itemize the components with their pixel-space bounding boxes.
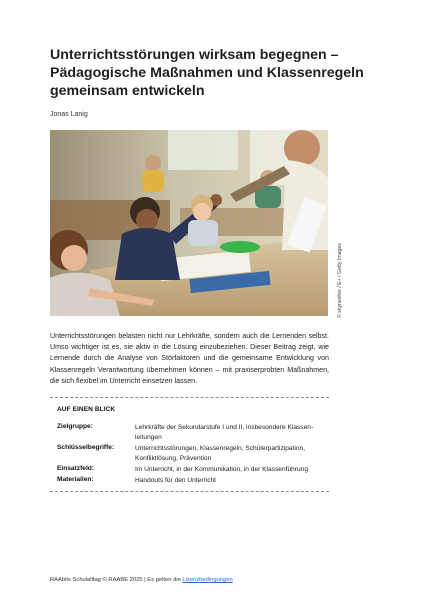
- intro-paragraph: Unterrichtsstörungen belasten nicht nur Lehrkräfte, sondern auch die Lernenden selbst. Umso wichtiger ist es, sie aktiv in die Lösung einzubeziehen. Dieser Beitrag zeigt, wie Lernende durch die Analyse von Störfaktoren und die gemeinsame Entwicklung von Klassenregeln Verantwortung übernehmen können – mit praxiserprobten Maßnahmen, die sich flexibel im Unterricht einsetzen lassen.: [50, 332, 329, 385]
- info-label: Einsatzfeld:: [57, 465, 95, 472]
- info-label: Zielgruppe:: [57, 423, 93, 430]
- author-name: Jonas Lanig: [50, 111, 88, 118]
- info-label: Materialien:: [57, 476, 94, 483]
- info-value: Unterrichtsstörungen, Klassenregeln, Schülerpartizipation, Konfliktlösung, Prävention: [135, 445, 306, 462]
- photo-credit: © skynesher / E+ / Getty Images: [337, 243, 343, 318]
- classroom-photo: [50, 130, 328, 316]
- info-value: Handouts für den Unterricht: [135, 477, 216, 484]
- box-top-rule: [50, 397, 329, 398]
- article-title: Unterrichtsstörungen wirksam begegnen – Pädagogische Maßnahmen und Klassenregeln gemeinsam entwickeln: [50, 47, 364, 99]
- page-footer: [50, 577, 233, 583]
- overview-heading: AUF EINEN BLICK: [57, 406, 116, 413]
- license-link[interactable]: Lizenzbedingungen: [182, 577, 233, 583]
- footer-text: RAAbits Schulalltag © RAABE 2025 | Es gelten die: [50, 577, 183, 583]
- info-value: Lehrkräfte der Sekundarstufe I und II, insbesondere Klassen-leitungen: [135, 424, 314, 441]
- box-bottom-rule: [50, 491, 329, 492]
- info-value: Im Unterricht, in der Kommunikation, in der Klassenführung: [135, 466, 308, 473]
- info-label: Schlüsselbegriffe:: [57, 444, 115, 451]
